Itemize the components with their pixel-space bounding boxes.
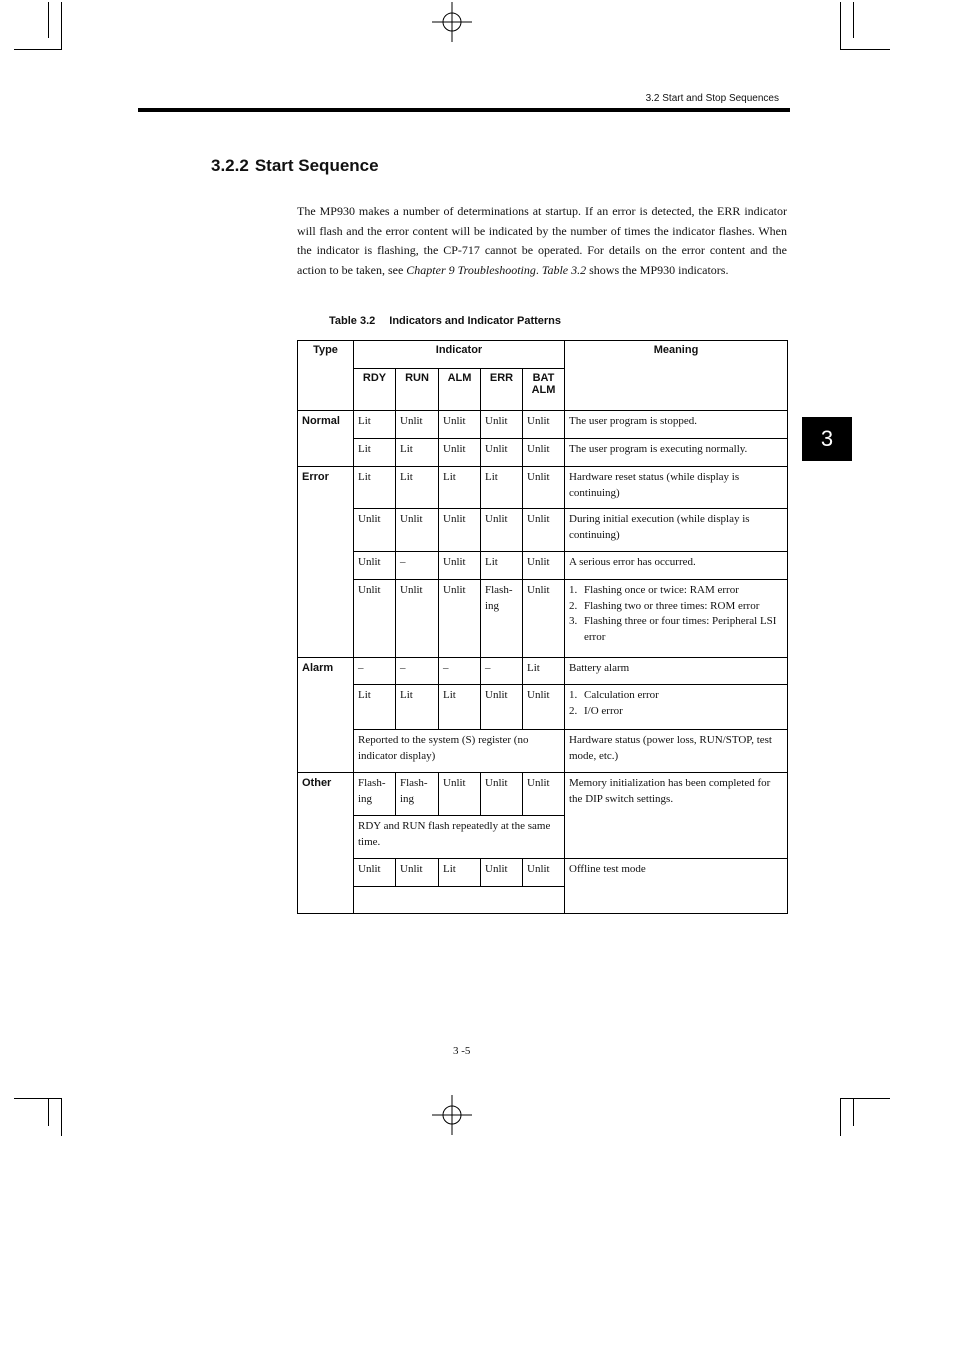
- cell-meaning: The user program is stopped.: [565, 411, 788, 439]
- cell-bat-alm: Unlit: [523, 685, 565, 730]
- cell-indicator-span: Reported to the system (S) register (no indicator display): [354, 730, 565, 773]
- cell-run: Unlit: [396, 411, 439, 439]
- run-header: RUN: [396, 369, 439, 411]
- list-item: [569, 583, 783, 599]
- cell-bat-alm: Lit: [523, 658, 565, 685]
- cell-run: Unlit: [396, 580, 439, 658]
- type-alarm: Alarm: [298, 658, 354, 773]
- running-header: 3.2 Start and Stop Sequences: [645, 93, 779, 104]
- crop-mark: [61, 2, 62, 50]
- list-item: [569, 599, 783, 615]
- cell-rdy: Unlit: [354, 580, 396, 658]
- cell-rdy: Lit: [354, 685, 396, 730]
- cell-err: –: [481, 658, 523, 685]
- table-row: [298, 467, 788, 509]
- table-row: [298, 439, 788, 467]
- cell-bat-alm: Unlit: [523, 552, 565, 580]
- indicators-table: [297, 340, 788, 914]
- section-number: 3.2.2: [211, 156, 249, 175]
- cell-rdy: Lit: [354, 411, 396, 439]
- cell-err: Unlit: [481, 439, 523, 467]
- err-header: ERR: [481, 369, 523, 411]
- error-code-list: [569, 583, 783, 645]
- cell-bat-alm: Unlit: [523, 580, 565, 658]
- intro-text: The MP930 makes a number of determinations at startup. If an error is detected, the ERR indicator will flash and the error content will be indicated by the number of times the indicator flashes. When the indicator is flashing, the CP-717 cannot be operated. For details on the error content and the action to be taken, see: [297, 204, 787, 277]
- cell-rdy: Lit: [354, 467, 396, 509]
- cell-run: Lit: [396, 685, 439, 730]
- alm-header: ALM: [439, 369, 481, 411]
- cell-err: Unlit: [481, 411, 523, 439]
- cell-blank: [354, 887, 565, 914]
- cell-rdy: Lit: [354, 439, 396, 467]
- table-row: [298, 509, 788, 552]
- table-caption-title: Indicators and Indicator Patterns: [389, 315, 562, 327]
- cell-meaning: Hardware reset status (while display is continuing): [565, 467, 788, 509]
- list-number: 3.: [569, 615, 578, 627]
- cell-bat-alm: Unlit: [523, 509, 565, 552]
- crop-mark: [61, 1098, 62, 1136]
- cell-bat-alm: Unlit: [523, 859, 565, 887]
- rdy-header: RDY: [354, 369, 396, 411]
- section-title: [211, 156, 385, 176]
- cell-alm: –: [439, 658, 481, 685]
- cell-alm: Lit: [439, 685, 481, 730]
- table-row: [298, 411, 788, 439]
- cell-alm: Unlit: [439, 411, 481, 439]
- cell-meaning: Hardware status (power loss, RUN/STOP, test mode, etc.): [565, 730, 788, 773]
- cell-run: Unlit: [396, 859, 439, 887]
- table-row: [298, 685, 788, 730]
- cell-bat-alm: Unlit: [523, 467, 565, 509]
- table-row: [298, 730, 788, 773]
- type-header: Type: [298, 341, 354, 411]
- crop-mark: [14, 1098, 62, 1099]
- section-title-text: Start Sequence: [254, 156, 379, 175]
- crop-mark: [853, 2, 854, 38]
- cell-run: Lit: [396, 439, 439, 467]
- cell-meaning: A serious error has occurred.: [565, 552, 788, 580]
- list-number: 2.: [569, 599, 578, 612]
- table-row: [298, 580, 788, 658]
- cell-meaning: During initial execution (while display is continuing): [565, 509, 788, 552]
- bat-alm-header: [523, 369, 565, 411]
- cell-run: Flash-ing: [396, 773, 439, 816]
- chapter-reference: Chapter 9 Troubleshooting: [406, 262, 536, 277]
- list-number: 2.: [569, 704, 578, 717]
- indicator-header: Indicator: [354, 341, 565, 369]
- cell-rdy: –: [354, 658, 396, 685]
- cell-meaning: Battery alarm: [565, 658, 788, 685]
- header-rule: [138, 108, 790, 112]
- intro-text: shows the MP930 indicators.: [586, 262, 729, 277]
- intro-paragraph: [297, 202, 787, 280]
- cell-bat-alm: Unlit: [523, 411, 565, 439]
- list-text: Calculation error: [584, 689, 659, 701]
- cell-rdy: Unlit: [354, 509, 396, 552]
- cell-err: Unlit: [481, 685, 523, 730]
- meaning-header-gap: [565, 369, 788, 411]
- cell-err: Lit: [481, 467, 523, 509]
- intro-text: .: [535, 262, 542, 277]
- cell-bat-alm: Unlit: [523, 439, 565, 467]
- list-text: Flashing once or twice: RAM error: [584, 584, 739, 596]
- cell-err: Unlit: [481, 773, 523, 816]
- registration-target-icon: [432, 1095, 474, 1135]
- list-number: 1.: [569, 689, 578, 701]
- cell-meaning: [565, 580, 788, 658]
- page-number: 3 -5: [453, 1045, 471, 1057]
- table-caption: [329, 315, 561, 327]
- crop-mark: [14, 49, 62, 50]
- table-caption-label: Table 3.2: [329, 315, 376, 327]
- table-row: [298, 859, 788, 887]
- cell-indicator-span: RDY and RUN flash repeatedly at the same time.: [354, 816, 565, 859]
- list-item: [569, 614, 783, 645]
- cell-err: Flash-ing: [481, 580, 523, 658]
- cell-run: Lit: [396, 467, 439, 509]
- crop-mark: [840, 1098, 841, 1136]
- cell-run: –: [396, 552, 439, 580]
- cell-err: Unlit: [481, 859, 523, 887]
- cell-rdy: Unlit: [354, 552, 396, 580]
- crop-mark: [48, 2, 49, 38]
- cell-alm: Lit: [439, 859, 481, 887]
- cell-alm: Unlit: [439, 439, 481, 467]
- cell-rdy: Unlit: [354, 859, 396, 887]
- meaning-header: Meaning: [565, 341, 788, 369]
- cell-bat-alm: Unlit: [523, 773, 565, 816]
- cell-alm: Unlit: [439, 580, 481, 658]
- list-text: I/O error: [584, 704, 623, 717]
- cell-alm: Unlit: [439, 509, 481, 552]
- crop-mark: [853, 1098, 854, 1126]
- cell-err: Lit: [481, 552, 523, 580]
- bat-label: BAT: [532, 372, 555, 384]
- type-error: Error: [298, 467, 354, 658]
- list-item: [569, 688, 783, 704]
- table-header-row: [298, 341, 788, 369]
- crop-mark: [48, 1098, 49, 1126]
- cell-meaning: Offline test mode: [565, 859, 788, 914]
- alm-label: ALM: [531, 384, 556, 396]
- alarm-code-list: [569, 688, 783, 719]
- list-number: 1.: [569, 584, 578, 596]
- table-row: [298, 552, 788, 580]
- table-row: [298, 773, 788, 816]
- cell-run: Unlit: [396, 509, 439, 552]
- cell-meaning: The user program is executing normally.: [565, 439, 788, 467]
- list-item: [569, 704, 783, 720]
- table-reference: Table 3.2: [541, 262, 587, 277]
- cell-alm: Unlit: [439, 773, 481, 816]
- table-subheader-row: [298, 369, 788, 411]
- registration-target-icon: [432, 2, 474, 42]
- cell-meaning: [565, 685, 788, 730]
- cell-err: Unlit: [481, 509, 523, 552]
- cell-alm: Unlit: [439, 552, 481, 580]
- crop-mark: [840, 2, 841, 50]
- list-text: Flashing two or three times: ROM error: [584, 599, 760, 612]
- crop-mark: [840, 1098, 890, 1099]
- cell-rdy: Flash-ing: [354, 773, 396, 816]
- cell-alm: Lit: [439, 467, 481, 509]
- crop-mark: [840, 49, 890, 50]
- type-normal: Normal: [298, 411, 354, 467]
- list-text: Flashing three or four times: Peripheral LSI error: [584, 615, 777, 643]
- cell-meaning: Memory initialization has been completed for the DIP switch settings.: [565, 773, 788, 859]
- cell-run: –: [396, 658, 439, 685]
- type-other: Other: [298, 773, 354, 914]
- chapter-tab: 3: [802, 417, 852, 461]
- table-row: [298, 658, 788, 685]
